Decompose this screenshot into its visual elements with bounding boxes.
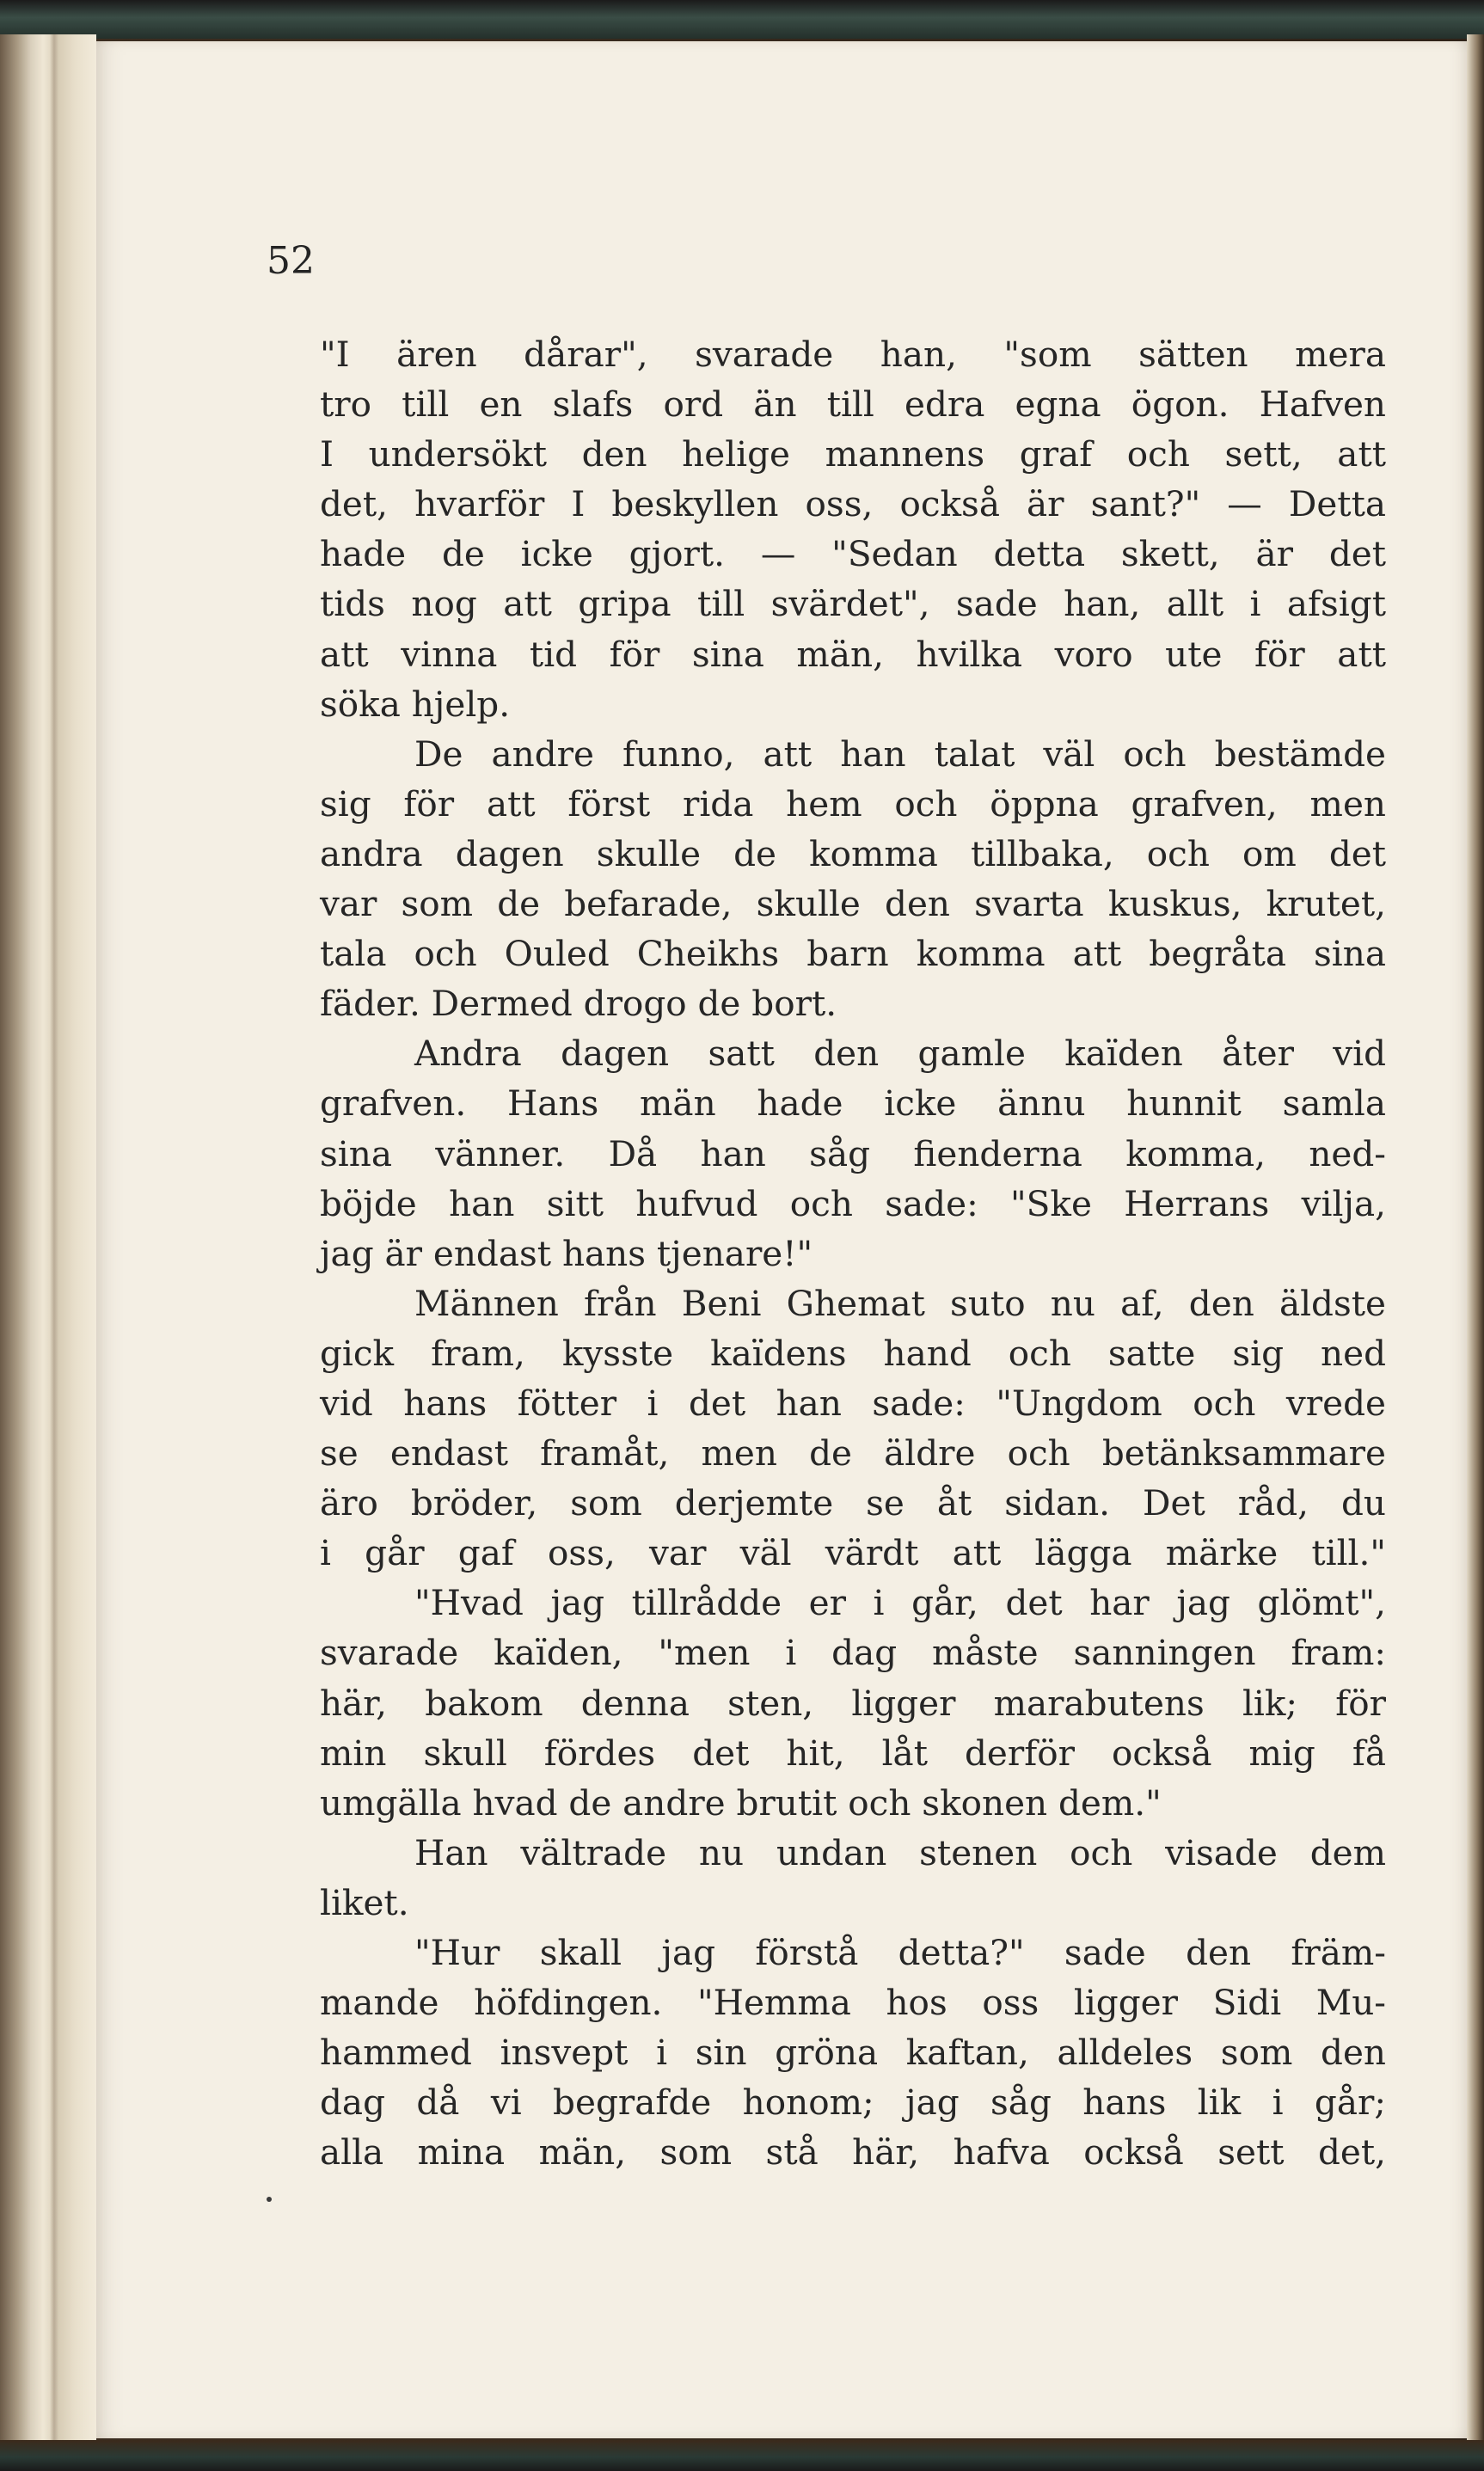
text-line: tala och Ouled Cheikhs barn komma att begråta sina <box>320 933 1386 975</box>
text-line: hade de icke gjort. — "Sedan detta skett, är det <box>320 533 1386 575</box>
text-line: sina vänner. Då han såg fienderna komma, ned- <box>320 1132 1386 1174</box>
text-line: Männen från Beni Ghemat suto nu af, den äldste <box>414 1282 1386 1324</box>
text-line: se endast framåt, men de äldre och betänksammare <box>320 1432 1386 1475</box>
text-line: böjde han sitt hufvud och sade: "Ske Herrans vilja, <box>320 1182 1386 1224</box>
text-line: andra dagen skulle de komma tillbaka, och om det <box>320 832 1386 874</box>
text-line: mande höfdingen. "Hemma hos oss ligger Sidi Mu- <box>320 1982 1386 2024</box>
text-line: liket. <box>320 1881 409 1923</box>
text-line: hammed insvept i sin gröna kaftan, alldeles som den <box>320 2032 1386 2074</box>
text-line: tro till en slafs ord än till edra egna ögon. Hafven <box>320 383 1386 426</box>
text-line: sig för att först rida hem och öppna grafven, men <box>320 782 1386 825</box>
text-line: alla mina män, som stå här, hafva också sett det, <box>320 2131 1386 2174</box>
body-text <box>320 329 1386 2177</box>
page-right-edge <box>1467 34 1484 2442</box>
text-line: I undersökt den helige mannens graf och sett, att <box>320 433 1386 475</box>
text-line: var som de befarade, skulle den svarta kuskus, krutet, <box>320 883 1386 925</box>
text-line: Han vältrade nu undan stenen och visade dem <box>414 1831 1386 1873</box>
text-line: i går gaf oss, var väl värdt att lägga märke till." <box>320 1532 1386 1574</box>
text-line: svarade kaïden, "men i dag måste sanningen fram: <box>320 1632 1386 1674</box>
text-line: jag är endast hans tjenare!" <box>320 1232 813 1274</box>
text-line: söka hjelp. <box>320 683 511 725</box>
text-line: äro bröder, som derjemte se åt sidan. Det råd, du <box>320 1482 1386 1524</box>
text-line: det, hvarför I beskyllen oss, också är sant?" — Detta <box>320 483 1386 525</box>
scan-top-edge <box>0 0 1484 39</box>
text-line: att vinna tid för sina män, hvilka voro ute för att <box>320 633 1386 675</box>
text-line: "Hvad jag tillrådde er i går, det har jag glömt", <box>414 1582 1386 1624</box>
text-line: vid hans fötter i det han sade: "Ungdom och vrede <box>320 1382 1386 1424</box>
scan-bottom-edge <box>0 2440 1484 2471</box>
text-line: min skull fördes det hit, låt derför också mig få <box>320 1732 1386 1774</box>
text-line: dag då vi begrafde honom; jag såg hans lik i går; <box>320 2082 1386 2124</box>
text-line: fäder. Dermed drogo de bort. <box>320 983 837 1025</box>
text-line: De andre funno, att han talat väl och bestämde <box>414 733 1386 775</box>
text-line: "Hur skall jag förstå detta?" sade den främ- <box>414 1932 1386 1973</box>
text-line: grafven. Hans män hade icke ännu hunnit samla <box>320 1082 1386 1125</box>
page-number: 52 <box>267 239 315 283</box>
ink-speck <box>267 2197 272 2202</box>
binding-crease <box>50 34 58 2442</box>
book-binding <box>0 34 96 2442</box>
text-line: gick fram, kysste kaïdens hand och satte sig ned <box>320 1332 1386 1374</box>
text-line: tids nog att gripa till svärdet", sade han, allt i afsigt <box>320 583 1386 625</box>
text-line: "I ären dårar", svarade han, "som sätten mera <box>320 334 1386 375</box>
text-line: här, bakom denna sten, ligger marabutens lik; för <box>320 1682 1386 1724</box>
text-line: Andra dagen satt den gamle kaïden åter vid <box>414 1033 1386 1075</box>
text-line: umgälla hvad de andre brutit och skonen dem." <box>320 1781 1162 1824</box>
